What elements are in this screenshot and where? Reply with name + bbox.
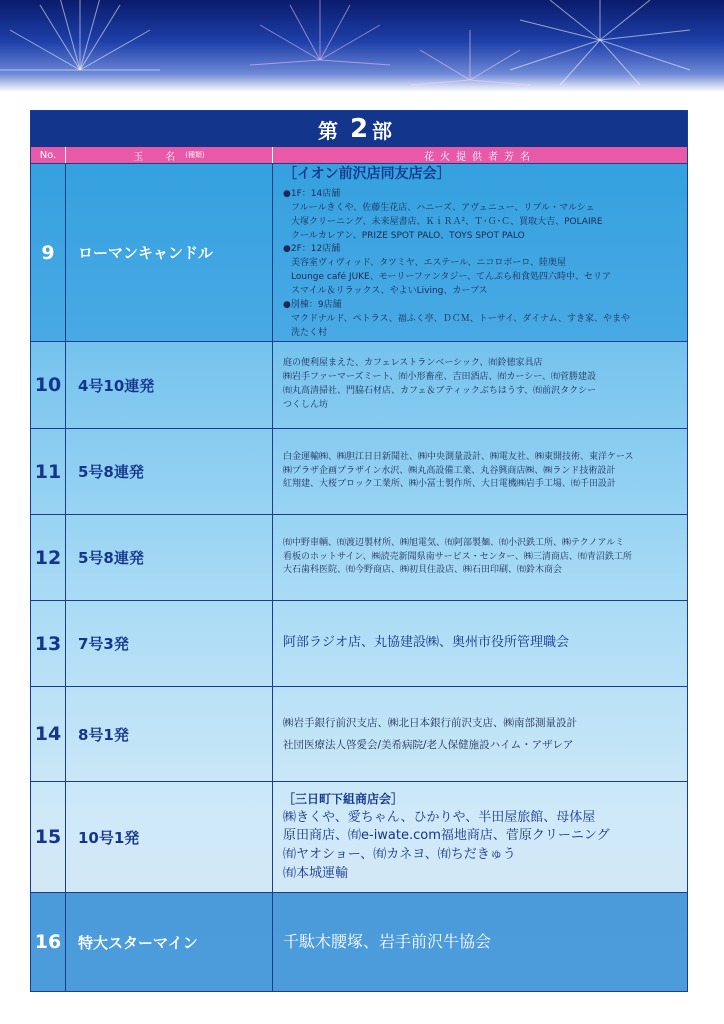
table-row [31,163,687,341]
row-number: 15 [31,782,66,892]
sponsor-line: 大石歯科医院、㈲今野商店、㈱初貝住設店、㈱石田印刷、㈲鈴木商会 [283,565,563,576]
table-row [31,686,687,781]
sponsor-subsection-head: ●1F：14店舗 [283,188,341,199]
firework-name: 7号3発 [66,601,273,686]
sponsor-line: 千駄木腰塚、岩手前沢牛協会 [283,931,492,951]
firework-name: ローマンキャンドル [66,164,273,341]
sponsor-line: 社団医療法人啓愛会/美希病院/老人保健施設ハイム・アザレア [283,739,574,751]
firework-name: 10号1発 [66,782,273,892]
sponsor-line: フルールきくや、佐藤生花店、ハニーズ、アヴェニュー、リブル・マルシェ [291,202,595,213]
firework-name: 5号8連発 [66,515,273,600]
sponsor-line: ㈱きくや、愛ちゃん、ひかりや、半田屋旅館、母体屋 [283,809,596,825]
sponsor-group-title: ［三日町下組商店会］ [283,792,404,807]
section-suffix: 部 [372,118,401,143]
row-number: 9 [31,164,66,341]
row-number: 12 [31,515,66,600]
fireworks-banner [0,0,724,92]
row-number: 11 [31,429,66,514]
fireworks-illustration [0,0,724,92]
table-row [31,341,687,428]
sponsor-line: 紅翔建、大桜ブロック工業所、㈱小冨士製作所、大日電機㈱岩手工場、㈲千田設計 [283,479,616,490]
table-row [31,514,687,600]
table-row [31,428,687,514]
column-sponsors: 花火提供者芳名 [424,151,536,163]
firework-name: 8号1発 [66,687,273,781]
column-name-note: (種類) [185,151,205,159]
sponsor-line: ㈱岩手ファーマーズミート、㈲小形畜産、吉田酒店、㈲カーシー、㈲菅勝建設 [283,372,597,383]
sponsor-list [273,429,687,514]
firework-name: 4号10連発 [66,342,273,428]
sponsor-line: ㈲中野車輌、㈲渡辺製材所、㈱旭電気、㈲阿部製麺、㈲小沢鉄工所、㈱テクノアルミ [283,537,625,548]
column-no: No. [31,147,66,163]
section-prefix: 第 [317,118,346,143]
sponsor-group-title: ［イオン前沢店同友店会］ [283,166,451,182]
sponsor-line: 原田商店、㈲e-iwate.com福地商店、菅原クリーニング [283,828,610,844]
row-number: 16 [31,893,66,991]
row-number: 14 [31,687,66,781]
table-row [31,781,687,892]
sponsor-subsection-head: ●別棟：9店舗 [283,300,342,311]
sponsor-line: スマイル＆リラックス、やよいLiving、カーブス [291,286,488,297]
sponsor-line: 庭の便利屋まえた、カフェレストランベーシック、㈲鈴徳家具店 [283,358,543,369]
sponsor-line: マクドナルド、ペトラス、福ふく亭、ＤＣＭ、トーサイ、ダイナム、すき家、やまや [291,314,630,325]
sponsor-line: ㈲丸高清掃社、門脇石材店、カフェ＆ブティックぶちはうす、㈲前沢タクシー [283,386,597,396]
sponsor-line: つくしん坊 [283,399,329,410]
section-title [31,111,687,147]
sponsor-line: ㈲ヤオショー、㈲カネヨ、㈲ちだきゅう [283,847,516,863]
sponsor-line: 阿部ラジオ店、丸協建設㈱、奥州市役所管理職会 [283,635,570,651]
sponsor-list [273,515,687,600]
section-number: 2 [349,114,369,144]
row-number: 10 [31,342,66,428]
column-header [31,147,687,163]
column-name [66,147,273,163]
table-row [31,892,687,991]
sponsor-line: Lounge café JUKE、モーリーファンタジー、てんぷら和食処四六時中、セリア [291,272,612,283]
sponsor-line: 看板のホットサイン、㈱読売新聞県南サービス・センター、㈱三清商店、㈲青沼鉄工所 [283,551,632,562]
sponsor-list [273,342,687,428]
sponsor-list [273,601,687,686]
sponsor-line: ㈱岩手銀行前沢支店、㈱北日本銀行前沢支店、㈱南部測量設計 [283,716,577,729]
program-table [30,110,688,992]
sponsor-line: 大塚クリーニング、未来屋書店、ＫｉＲＡ²、Ｔ･Ｇ･Ｃ、買取大吉、POLAIRE [291,216,603,227]
sponsor-line: ㈱プラザ企画プラザイン水沢、㈱丸高設備工業、丸谷興商店㈱、㈱ランド技術設計 [283,465,616,476]
firework-name: 特大スターマイン [66,893,273,991]
sponsor-line: クールカレアン、PRIZE SPOT PALO、TOYS SPOT PALO [291,230,525,241]
sponsor-subsection-head: ●2F：12店舗 [283,244,341,255]
table-row [31,600,687,686]
sponsor-list [273,782,687,892]
firework-name: 5号8連発 [66,429,273,514]
sponsor-list [273,687,687,781]
sponsor-line: 白金運輸㈱、㈱胆江日日新聞社、㈱中央測量設計、㈱電友社、㈱東開技術、東洋ケース [283,451,634,462]
column-name-label: 玉 名 [133,151,182,163]
sponsor-line: ㈲本城運輸 [283,866,349,882]
sponsor-line: 美容室ヴィヴィッド、タツミヤ、エステール、ニコロボーロ、陸奥屋 [291,258,567,269]
sponsor-list [273,164,687,341]
sponsor-line: 洗たく村 [291,328,328,339]
sponsor-list [273,893,687,991]
row-number: 13 [31,601,66,686]
